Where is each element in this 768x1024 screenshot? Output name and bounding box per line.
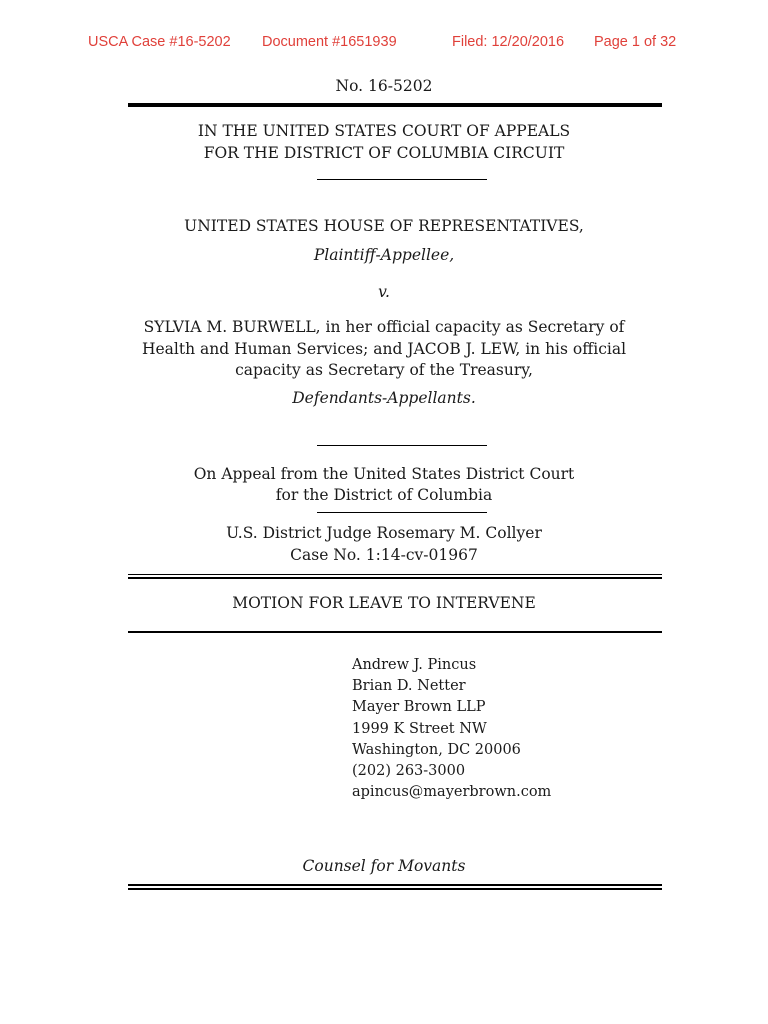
counsel-line: Mayer Brown LLP (352, 699, 486, 716)
top-thick-rule (128, 103, 662, 107)
counsel-role: Counsel for Movants (302, 857, 466, 875)
district-case-number: Case No. 1:14-cv-01967 (290, 546, 478, 564)
double-rule-top-b (128, 577, 662, 579)
counsel-line: Washington, DC 20006 (352, 741, 521, 758)
bottom-rule-a (128, 884, 662, 886)
stamp-case-number: USCA Case #16-5202 (88, 34, 231, 50)
stamp-filed-date: Filed: 12/20/2016 (452, 34, 565, 50)
counsel-line: 1999 K Street NW (352, 720, 487, 737)
defendants-role: Defendants-Appellants. (292, 389, 476, 407)
defendants-line1: SYLVIA M. BURWELL, in her official capacity as Secretary of (143, 318, 625, 336)
versus: v. (378, 283, 390, 301)
short-rule-1 (317, 179, 487, 180)
plaintiff-role: Plaintiff-Appellee, (313, 246, 455, 264)
filing-stamp (0, 34, 768, 54)
motion-rule (128, 631, 662, 633)
appeal-line1: On Appeal from the United States District Court (193, 465, 575, 483)
stamp-document-number: Document #1651939 (262, 34, 397, 50)
court-heading-line2: FOR THE DISTRICT OF COLUMBIA CIRCUIT (203, 144, 565, 162)
counsel-line: (202) 263-3000 (352, 763, 466, 780)
appeal-line2: for the District of Columbia (275, 486, 493, 504)
double-rule-top-a (128, 574, 662, 575)
bottom-rule-b (128, 888, 662, 890)
motion-title: MOTION FOR LEAVE TO INTERVENE (232, 594, 536, 612)
short-rule-3 (317, 512, 487, 513)
district-judge: U.S. District Judge Rosemary M. Collyer (226, 524, 542, 542)
counsel-email: apincus@mayerbrown.com (352, 784, 552, 801)
short-rule-2 (317, 445, 487, 446)
counsel-block (352, 655, 551, 803)
counsel-line: Brian D. Netter (352, 678, 466, 695)
counsel-line: Andrew J. Pincus (352, 657, 477, 673)
plaintiff-name: UNITED STATES HOUSE OF REPRESENTATIVES, (184, 217, 584, 235)
stamp-page-count: Page 1 of 32 (594, 34, 677, 50)
defendants-line2: Health and Human Services; and JACOB J. LEW, in his official (141, 340, 627, 358)
defendants-line3: capacity as Secretary of the Treasury, (235, 361, 533, 379)
docket-number: No. 16-5202 (335, 77, 433, 95)
court-heading-line1: IN THE UNITED STATES COURT OF APPEALS (197, 122, 571, 140)
